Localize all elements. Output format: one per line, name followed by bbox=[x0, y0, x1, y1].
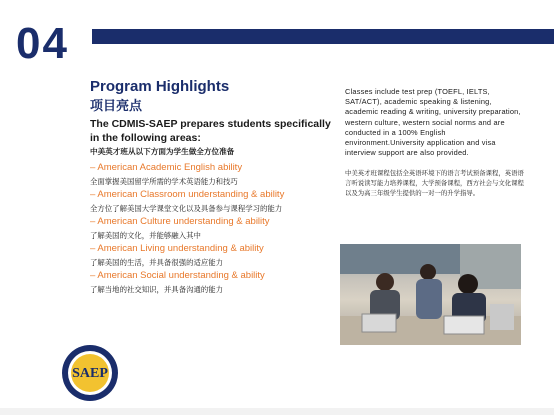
header-bar bbox=[92, 29, 554, 44]
classes-description-zh: 中美英才班课程包括全英语环境下的语言考试预备课程，英语语言听说读写能力培养课程，大学预备课程，西方社会与文化课程以及为高三年级学生提供的一对一的升学指导。 bbox=[345, 169, 524, 198]
skill-item-classroom: – American Classroom understanding & ability bbox=[90, 189, 285, 200]
intro-text-zh: 中美英才班从以下方面为学生做全方位准备 bbox=[90, 147, 235, 156]
skill-desc-academic-english: 全面掌握美国留学所需的学术英语能力和技巧 bbox=[90, 177, 238, 186]
page-number: 04 bbox=[16, 19, 69, 68]
section-title-en: Program Highlights bbox=[90, 78, 230, 95]
skill-item-social: – American Social understanding & ability bbox=[90, 270, 265, 281]
skill-desc-social: 了解当地的社交知识，并具备沟通的能力 bbox=[90, 285, 224, 294]
section-title-zh: 项目亮点 bbox=[90, 99, 143, 114]
classes-description-en: Classes include test prep (TOEFL, IELTS, SAT/ACT), academic speaking & listening, academic reading & writing, university preparation, western culture, western social norms and are conducted in a 100% English environment.University application and visa interview support are also provided. bbox=[345, 87, 521, 158]
saep-logo bbox=[60, 343, 120, 403]
skill-desc-classroom: 全方位了解美国大学课堂文化以及具备参与课程学习的能力 bbox=[90, 204, 283, 213]
skill-item-culture: – American Culture understanding & ability bbox=[90, 216, 270, 227]
intro-text-en: The CDMIS-SAEP prepares students specifically in the following areas: bbox=[90, 118, 331, 144]
footer-bar bbox=[0, 408, 554, 415]
skill-desc-culture: 了解美国的文化，并能够融入其中 bbox=[90, 231, 201, 240]
logo-text: SAEP bbox=[72, 366, 108, 381]
students-photo bbox=[340, 244, 521, 345]
skill-list bbox=[90, 162, 340, 297]
skill-desc-living: 了解美国的生活，并具备很强的适应能力 bbox=[90, 258, 224, 267]
skill-item-living: – American Living understanding & ability bbox=[90, 243, 264, 254]
skill-item-academic-english: – American Academic English ability bbox=[90, 162, 243, 173]
